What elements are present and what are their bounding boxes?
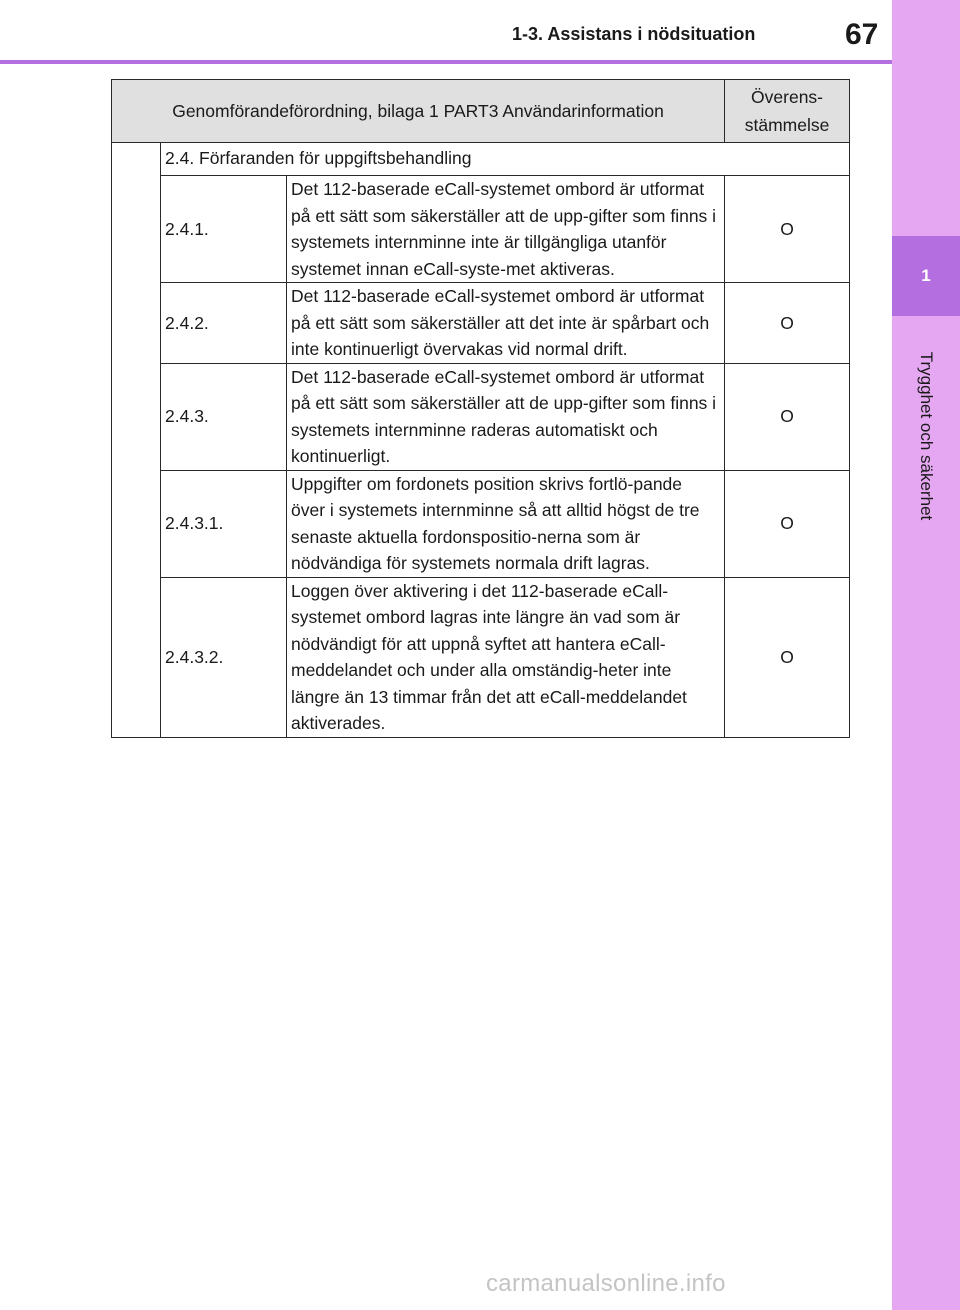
section-row	[112, 143, 850, 176]
clause-number: 2.4.3.2.	[161, 577, 287, 737]
section-heading: 1-3. Assistans i nödsituation	[512, 24, 756, 44]
clause-number: 2.4.3.1.	[161, 470, 287, 577]
clause-number: 2.4.3.	[161, 363, 287, 470]
chapter-label: Trygghet och säkerhet	[917, 351, 936, 521]
section-title: 2.4. Förfaranden för uppgiftsbehandling	[161, 143, 850, 176]
clause-text: Det 112-baserade eCall-systemet ombord är utformat på ett sätt som säkerställer att de upp-gifter som finns i systemets internminne raderas automatiskt och kontinuerligt.	[287, 363, 725, 470]
clause-text: Uppgifter om fordonets position skrivs fortlö-pande över i systemets internminne så att alltid högst de tre senaste aktuella fordonspositio-nerna som är nödvändiga för systemets normala drift lagras.	[287, 470, 725, 577]
clause-number: 2.4.2.	[161, 283, 287, 364]
conformity-mark: O	[725, 283, 850, 364]
table-row	[112, 363, 850, 470]
conformity-mark: O	[725, 470, 850, 577]
watermark: carmanualsonline.info	[486, 1270, 726, 1297]
clause-number: 2.4.1.	[161, 176, 287, 283]
header-divider	[0, 60, 892, 64]
table-row	[112, 470, 850, 577]
table-row	[112, 283, 850, 364]
conformity-mark: O	[725, 363, 850, 470]
column-header-conformity: Överens- stämmelse	[725, 80, 850, 143]
column-header-regulation: Genomförandeförordning, bilaga 1 PART3 Användarinformation	[112, 80, 725, 143]
conformity-mark: O	[725, 176, 850, 283]
conformity-table	[111, 79, 850, 738]
clause-text: Loggen över aktivering i det 112-baserade eCall-systemet ombord lagras inte längre än vad som är nödvändigt för att uppnå syftet att hantera eCall-meddelandet och under alla omständig-heter inte längre än 13 timmar från det att eCall-meddelandet aktiverades.	[287, 577, 725, 737]
side-tab	[892, 0, 960, 1310]
table-row	[112, 577, 850, 737]
table-header-row	[112, 80, 850, 143]
clause-text: Det 112-baserade eCall-systemet ombord är utformat på ett sätt som säkerställer att det inte är spårbart och inte kontinuerligt övervakas vid normal drift.	[287, 283, 725, 364]
indent-cell	[112, 143, 161, 738]
clause-text: Det 112-baserade eCall-systemet ombord är utformat på ett sätt som säkerställer att de upp-gifter som finns i systemets internminne inte är tillgängliga utanför systemet innan eCall-syste-met aktiveras.	[287, 176, 725, 283]
table-row	[112, 176, 850, 283]
conformity-mark: O	[725, 577, 850, 737]
page-number: 67	[845, 18, 879, 51]
chapter-number-badge: 1	[892, 236, 960, 316]
